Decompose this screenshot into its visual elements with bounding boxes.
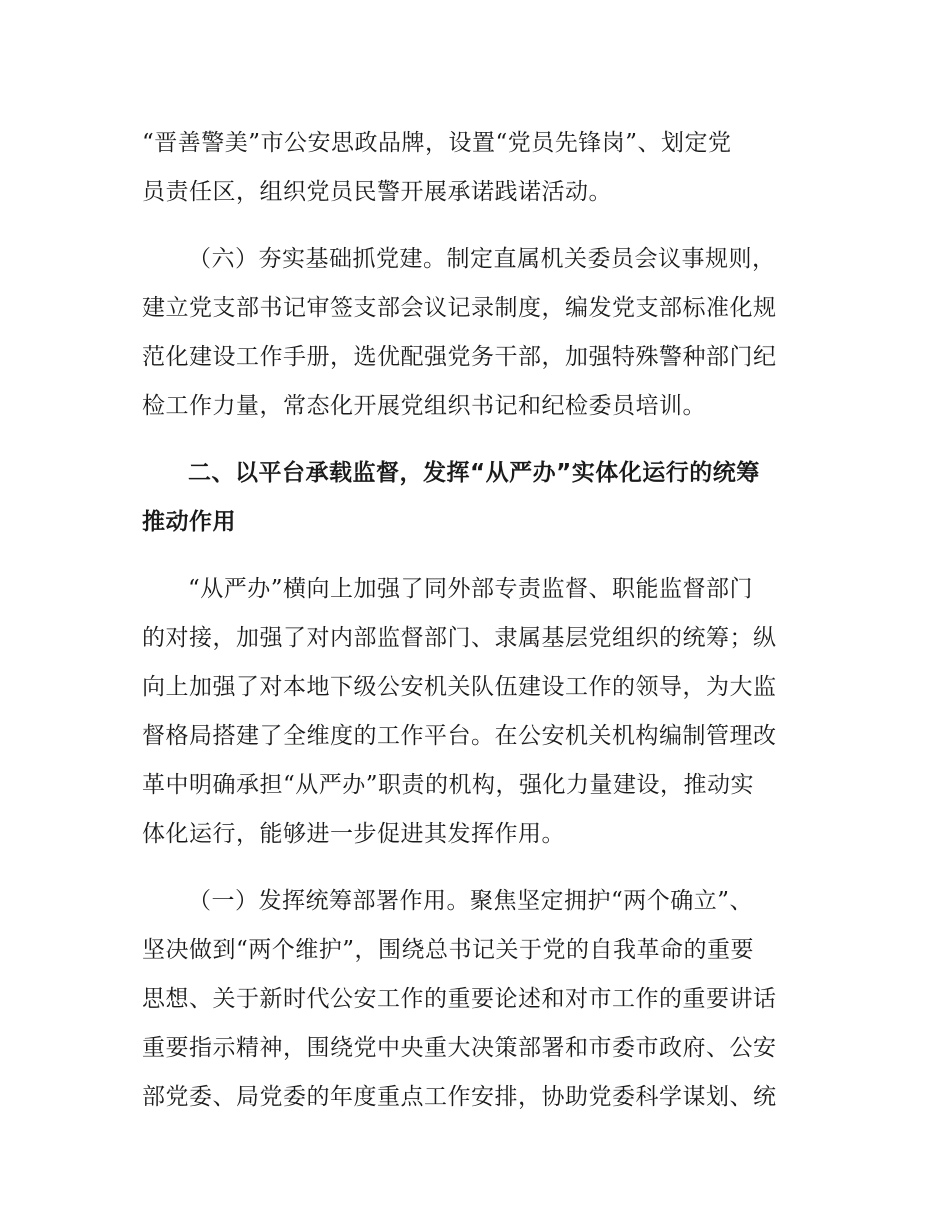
paragraph-4-line-1: （一）发挥统筹部署作用。聚焦坚定拥护“两个确立”、	[188, 888, 754, 914]
paragraph-2-line-1: （六）夯实基础抓党建。制定直属机关委员会议事规则，	[188, 246, 776, 272]
paragraph-4-line-2: 坚决做到“两个维护”，围绕总书记关于党的自我革命的重要	[142, 937, 755, 963]
paragraph-3-line-3: 向上加强了对本地下级公安机关队伍建设工作的领导，为大监	[142, 674, 777, 700]
paragraph-1-line-2: 员责任区，组织党员民警开展承诺践诺活动。	[142, 179, 612, 205]
paragraph-2-line-4: 检工作力量，常态化开展党组织书记和纪检委员培训。	[142, 393, 706, 419]
paragraph-3-line-6: 体化运行，能够进一步促进其发挥作用。	[142, 821, 565, 847]
paragraph-3-line-4: 督格局搭建了全维度的工作平台。在公安机关机构编制管理改	[142, 723, 777, 749]
paragraph-2-line-2: 建立党支部书记审签支部会议记录制度，编发党支部标准化规	[142, 295, 777, 321]
paragraph-3-line-1: “从严办”横向上加强了同外部专责监督、职能监督部门	[188, 576, 754, 602]
paragraph-4-line-3: 思想、关于新时代公安工作的重要论述和对市工作的重要讲话	[142, 986, 777, 1012]
paragraph-4-line-5: 部党委、局党委的年度重点工作安排，协助党委科学谋划、统	[142, 1084, 777, 1110]
section-heading-line-1: 二、以平台承载监督，发挥“从严办”实体化运行的统筹	[188, 460, 760, 486]
paragraph-2-line-3: 范化建设工作手册，选优配强党务干部，加强特殊警种部门纪	[142, 344, 777, 370]
section-heading-line-2: 推动作用	[142, 509, 236, 535]
paragraph-3-line-5: 革中明确承担“从严办”职责的机构，强化力量建设，推动实	[142, 772, 755, 798]
paragraph-3-line-2: 的对接，加强了对内部监督部门、隶属基层党组织的统筹；纵	[142, 625, 777, 651]
paragraph-1-line-1: “晋善警美”市公安思政品牌，设置“党员先锋岗”、划定党	[142, 130, 732, 156]
paragraph-4-line-4: 重要指示精神，围绕党中央重大决策部署和市委市政府、公安	[142, 1035, 777, 1061]
